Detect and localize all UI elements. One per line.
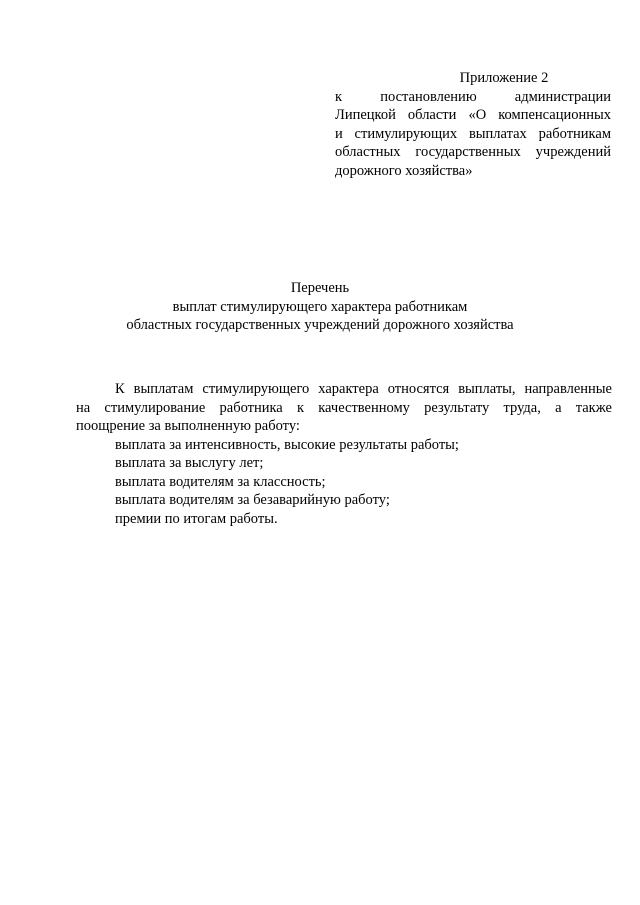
heading-title: Перечень xyxy=(290,280,350,296)
appendix-block xyxy=(335,69,611,180)
document-body xyxy=(76,380,612,528)
list-item: выплата водителям за безаварийную работу; xyxy=(115,492,390,508)
list-item: выплата водителям за классность; xyxy=(115,473,326,490)
paragraph-line: на стимулирование работника к качественному результату труда, а также xyxy=(76,399,612,416)
paragraph-line: поощрение за выполненную работу: xyxy=(76,418,300,434)
list-item: выплата за интенсивность, высокие результаты работы; xyxy=(115,436,459,453)
intro-paragraph xyxy=(76,380,612,436)
appendix-line: и стимулирующих выплатах работникам xyxy=(335,125,611,142)
heading-subtitle: областных государственных учреждений дорожного хозяйства xyxy=(126,317,514,333)
document-heading xyxy=(0,279,640,335)
list-item: премии по итогам работы. xyxy=(115,510,278,527)
heading-subtitle: выплат стимулирующего характера работникам xyxy=(172,298,468,315)
appendix-title: Приложение 2 xyxy=(459,70,549,86)
appendix-line: Липецкой области «О компенсационных xyxy=(335,107,611,123)
appendix-line: к постановлению администрации xyxy=(335,88,611,105)
list-item: выплата за выслугу лет; xyxy=(115,455,264,471)
paragraph-line: К выплатам стимулирующего характера относятся выплаты, направленные xyxy=(115,381,612,397)
appendix-line: дорожного хозяйства» xyxy=(335,162,473,179)
appendix-line: областных государственных учреждений xyxy=(335,144,611,160)
